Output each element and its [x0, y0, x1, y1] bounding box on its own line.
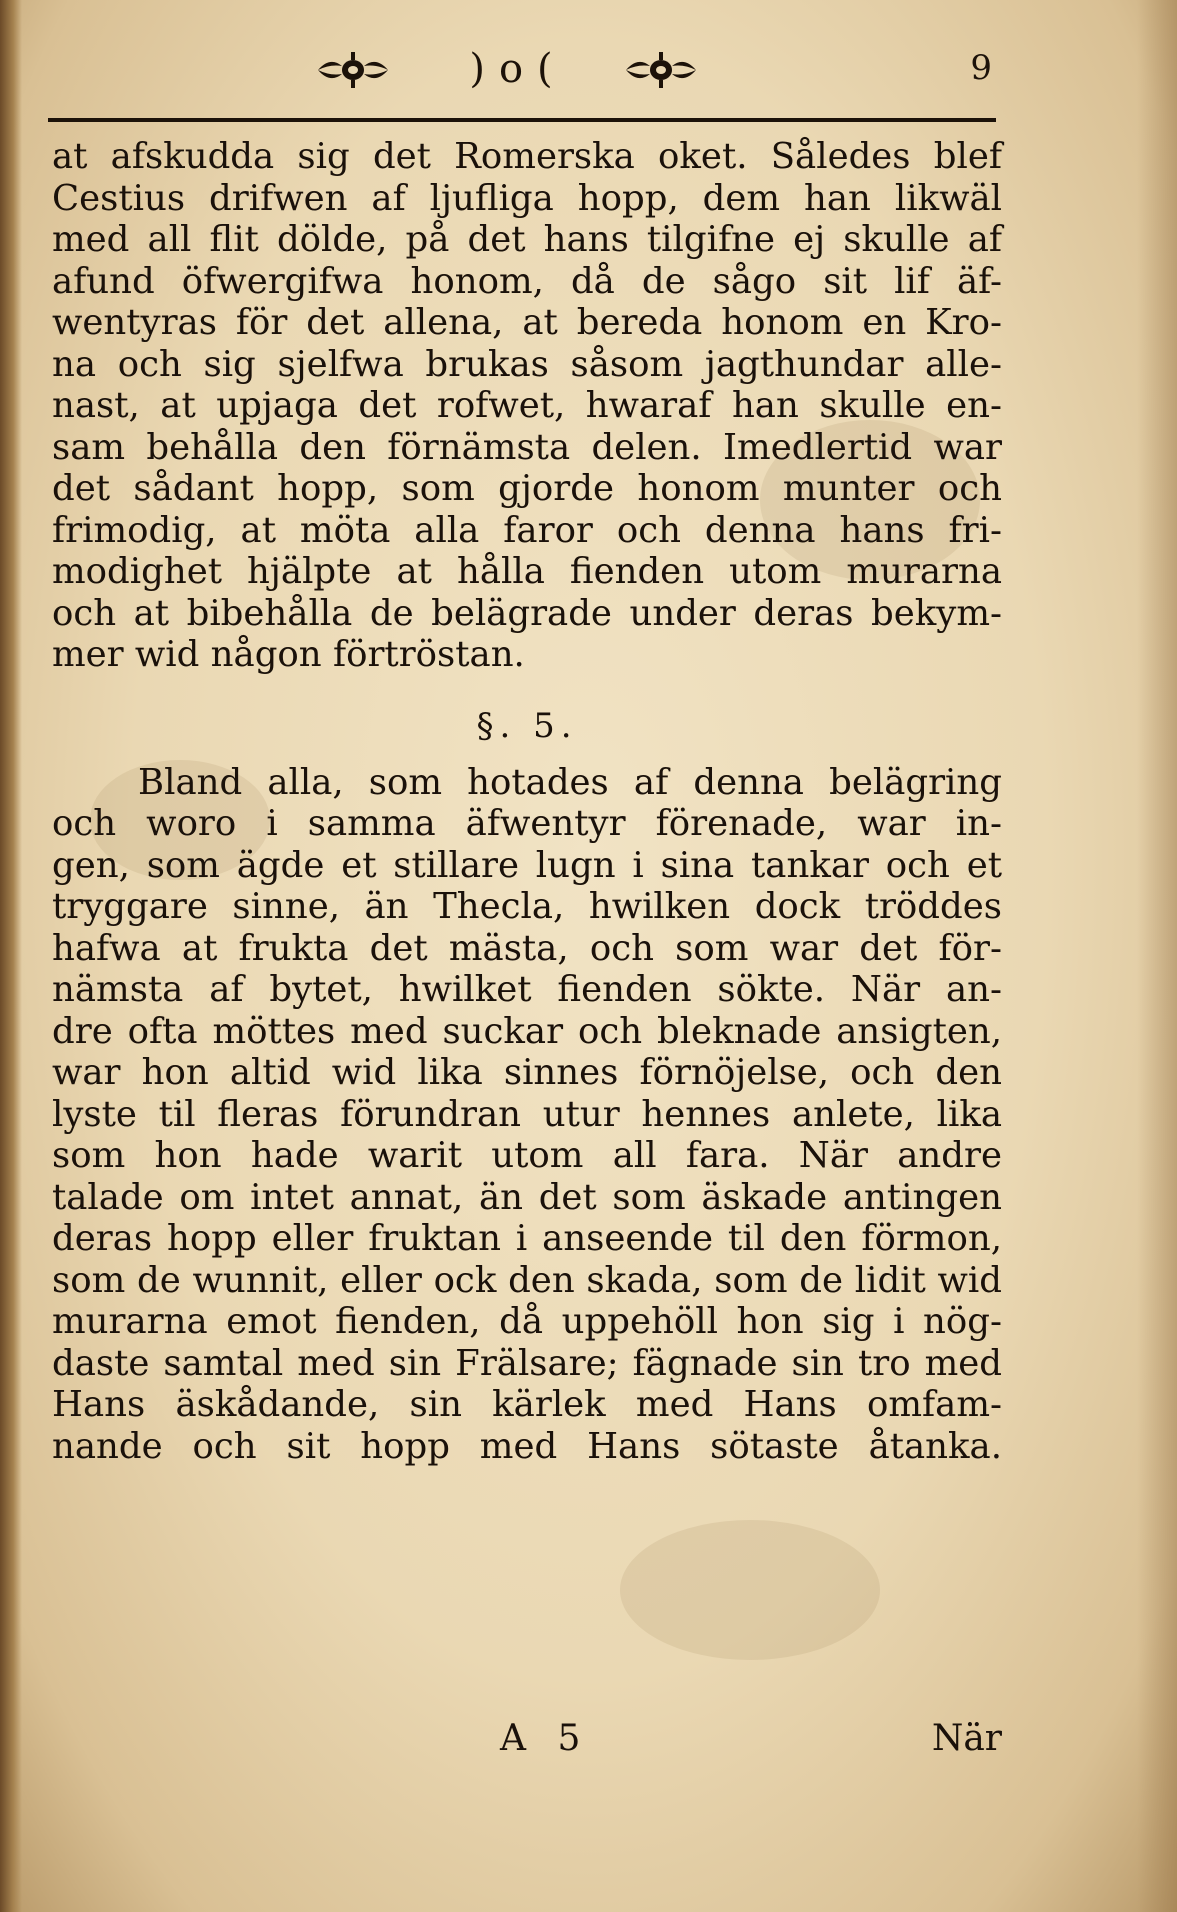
page-spine: [0, 0, 22, 1912]
paragraph-gap: [52, 754, 1002, 762]
catchword: När: [931, 1718, 1002, 1759]
paragraph-1: [52, 136, 1002, 676]
paragraph-gap: [52, 676, 1002, 698]
signature-mark: A 5: [500, 1718, 591, 1759]
text-line: Cestius drifwen af ljufliga hopp, dem han likwäl: [52, 177, 1002, 219]
text-line: som de wunnit, eller ock den skada, som de lidit wid: [52, 1259, 1002, 1301]
paragraph-2: [52, 762, 1002, 1468]
page-footer: [52, 1718, 1002, 1778]
text-line: tryggare sinne, än Thecla, hwilken dock tröddes: [52, 886, 1002, 927]
page-outer-edge: [1137, 0, 1177, 1912]
text-line: lyste til fleras förundran utur hennes anlete, lika: [52, 1093, 1002, 1135]
text-line: det sådant hopp, som gjorde honom munter och: [52, 468, 1002, 509]
text-line: med all flit dölde, på det hans tilgifne ej skulle af: [52, 219, 1002, 260]
text-line: murarna emot fienden, då uppehöll hon sig i nög-: [52, 1301, 1002, 1342]
text-line: hafwa at frukta det mästa, och som war det för-: [52, 927, 1002, 969]
text-line: och woro i samma äfwentyr förenade, war in-: [52, 803, 1002, 844]
text-line: deras hopp eller fruktan i anseende til den förmon,: [52, 1218, 1002, 1259]
text-line: afund öfwergifwa honom, då de sågo sit lif äf-: [52, 260, 1002, 302]
text-line: frimodig, at möta alla faror och denna hans fri-: [52, 509, 1002, 551]
text-line: Hans äskådande, sin kärlek med Hans omfam-: [52, 1384, 1002, 1425]
section-heading: §. 5.: [476, 705, 578, 746]
text-line: sam behålla den förnämsta delen. Imedlertid war: [52, 426, 1002, 468]
text-line: Bland alla, som hotades af denna belägring: [138, 761, 1002, 803]
text-line: som hon hade warit utom all fara. När andre: [52, 1135, 1002, 1176]
text-line: gen, som ägde et stillare lugn i sina tankar och et: [52, 844, 1002, 886]
text-line: na och sig sjelfwa brukas såsom jagthundar alle-: [52, 343, 1002, 385]
text-line: nämsta af bytet, hwilket fienden sökte. När an-: [52, 969, 1002, 1010]
text-line: wentyras för det allena, at bereda honom en Kro-: [52, 302, 1002, 343]
text-line: dre ofta möttes med suckar och bleknade ansigten,: [52, 1010, 1002, 1052]
text-line: war hon altid wid lika sinnes förnöjelse, och den: [52, 1052, 1002, 1093]
paper-stain: [620, 1520, 880, 1660]
text-line: talade om intet annat, än det som äskade antingen: [52, 1176, 1002, 1218]
running-head-mark: )o(: [469, 46, 567, 92]
leaf-ornament-icon: [624, 50, 698, 90]
text-line: mer wid någon förtröstan.: [52, 634, 525, 675]
header-rule: [48, 118, 996, 122]
leaf-ornament-icon: [316, 50, 390, 90]
text-line: nast, at upjaga det rofwet, hwaraf han skulle en-: [52, 385, 1002, 426]
text-line: modighet hjälpte at hålla fienden utom murarna: [52, 551, 1002, 592]
text-line: och at bibehålla de belägrade under deras bekym-: [52, 592, 1002, 634]
text-line: daste samtal med sin Frälsare; fägnade sin tro med: [52, 1342, 1002, 1384]
page-number: 9: [970, 48, 992, 88]
text-line: nande och sit hopp med Hans sötaste åtanka.: [52, 1425, 1002, 1467]
running-head: [48, 40, 996, 120]
text-line: at afskudda sig det Romerska oket. Således blef: [52, 136, 1002, 177]
body-text: [52, 136, 1002, 1467]
